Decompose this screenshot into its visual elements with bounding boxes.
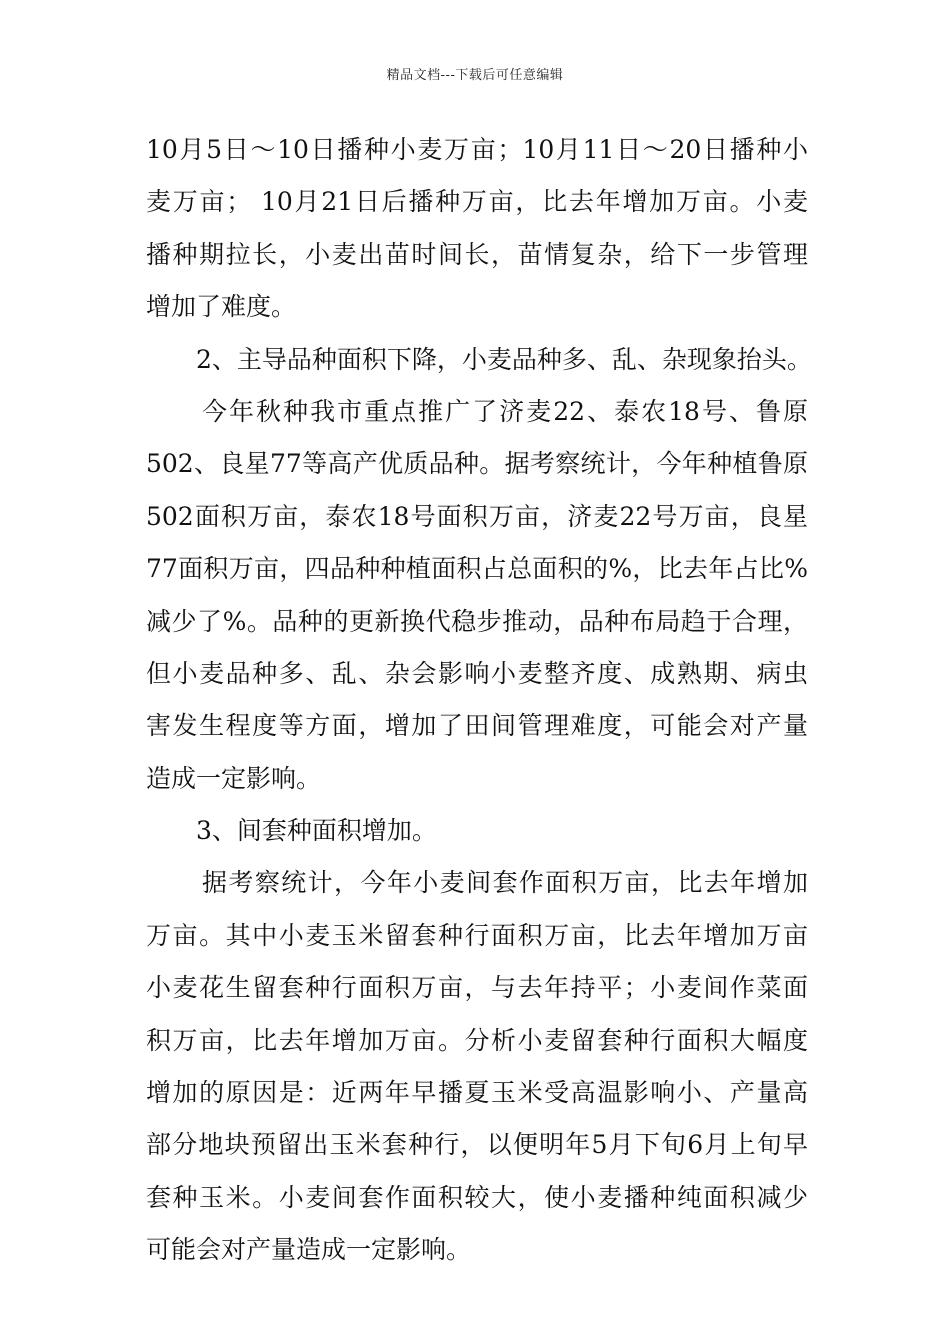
text-line: 77面积万亩，四品种种植面积占总面积的%，比去年占比% [146,554,808,584]
text-line: 10月5日～10日播种小麦万亩；10月11日～20日播种小 [146,135,808,164]
text-line: 播种期拉长，小麦出苗时间长，苗情复杂，给下一步管理 [146,239,808,269]
text-line: 增加了难度。 [146,292,297,322]
body-text [146,124,812,1277]
text-line: 万亩。其中小麦玉米留套种行面积万亩，比去年增加万亩 [146,920,808,950]
text-line: 502、良星77等高产优质品种。据考察统计，今年种植鲁原 [146,449,808,479]
text-line: 害发生程度等方面，增加了田间管理难度，可能会对产量 [146,711,808,741]
text-line: 部分地块预留出玉米套种行，以便明年5月下旬6月上旬早 [146,1130,808,1160]
text-line: 积万亩，比去年增加万亩。分析小麦留套种行面积大幅度 [146,1025,808,1055]
text-line: 造成一定影响。 [146,763,322,793]
page-header: 精品文档---下载后可任意编辑 [386,68,564,83]
text-line: 今年秋种我市重点推广了济麦22、泰农18号、鲁原 [202,396,808,426]
text-line: 套种玉米。小麦间套作面积较大，使小麦播种纯面积减少 [146,1182,808,1212]
text-line: 小麦花生留套种行面积万亩，与去年持平；小麦间作菜面 [146,973,808,1003]
text-line: 据考察统计，今年小麦间套作面积万亩，比去年增加 [202,868,808,898]
section-heading: 2、主导品种面积下降，小麦品种多、乱、杂现象抬头。 [196,344,812,374]
section-heading: 3、间套种面积增加。 [196,816,437,846]
text-line: 麦万亩； 10月21日后播种万亩，比去年增加万亩。小麦 [146,187,808,217]
text-line: 减少了%。品种的更新换代稳步推动，品种布局趋于合理， [146,606,808,636]
text-line: 增加的原因是：近两年早播夏玉米受高温影响小、产量高 [146,1078,808,1108]
text-line: 502面积万亩，泰农18号面积万亩，济麦22号万亩，良星 [146,501,808,531]
text-line: 可能会对产量造成一定影响。 [146,1235,472,1265]
text-line: 但小麦品种多、乱、杂会影响小麦整齐度、成熟期、病虫 [146,658,808,688]
